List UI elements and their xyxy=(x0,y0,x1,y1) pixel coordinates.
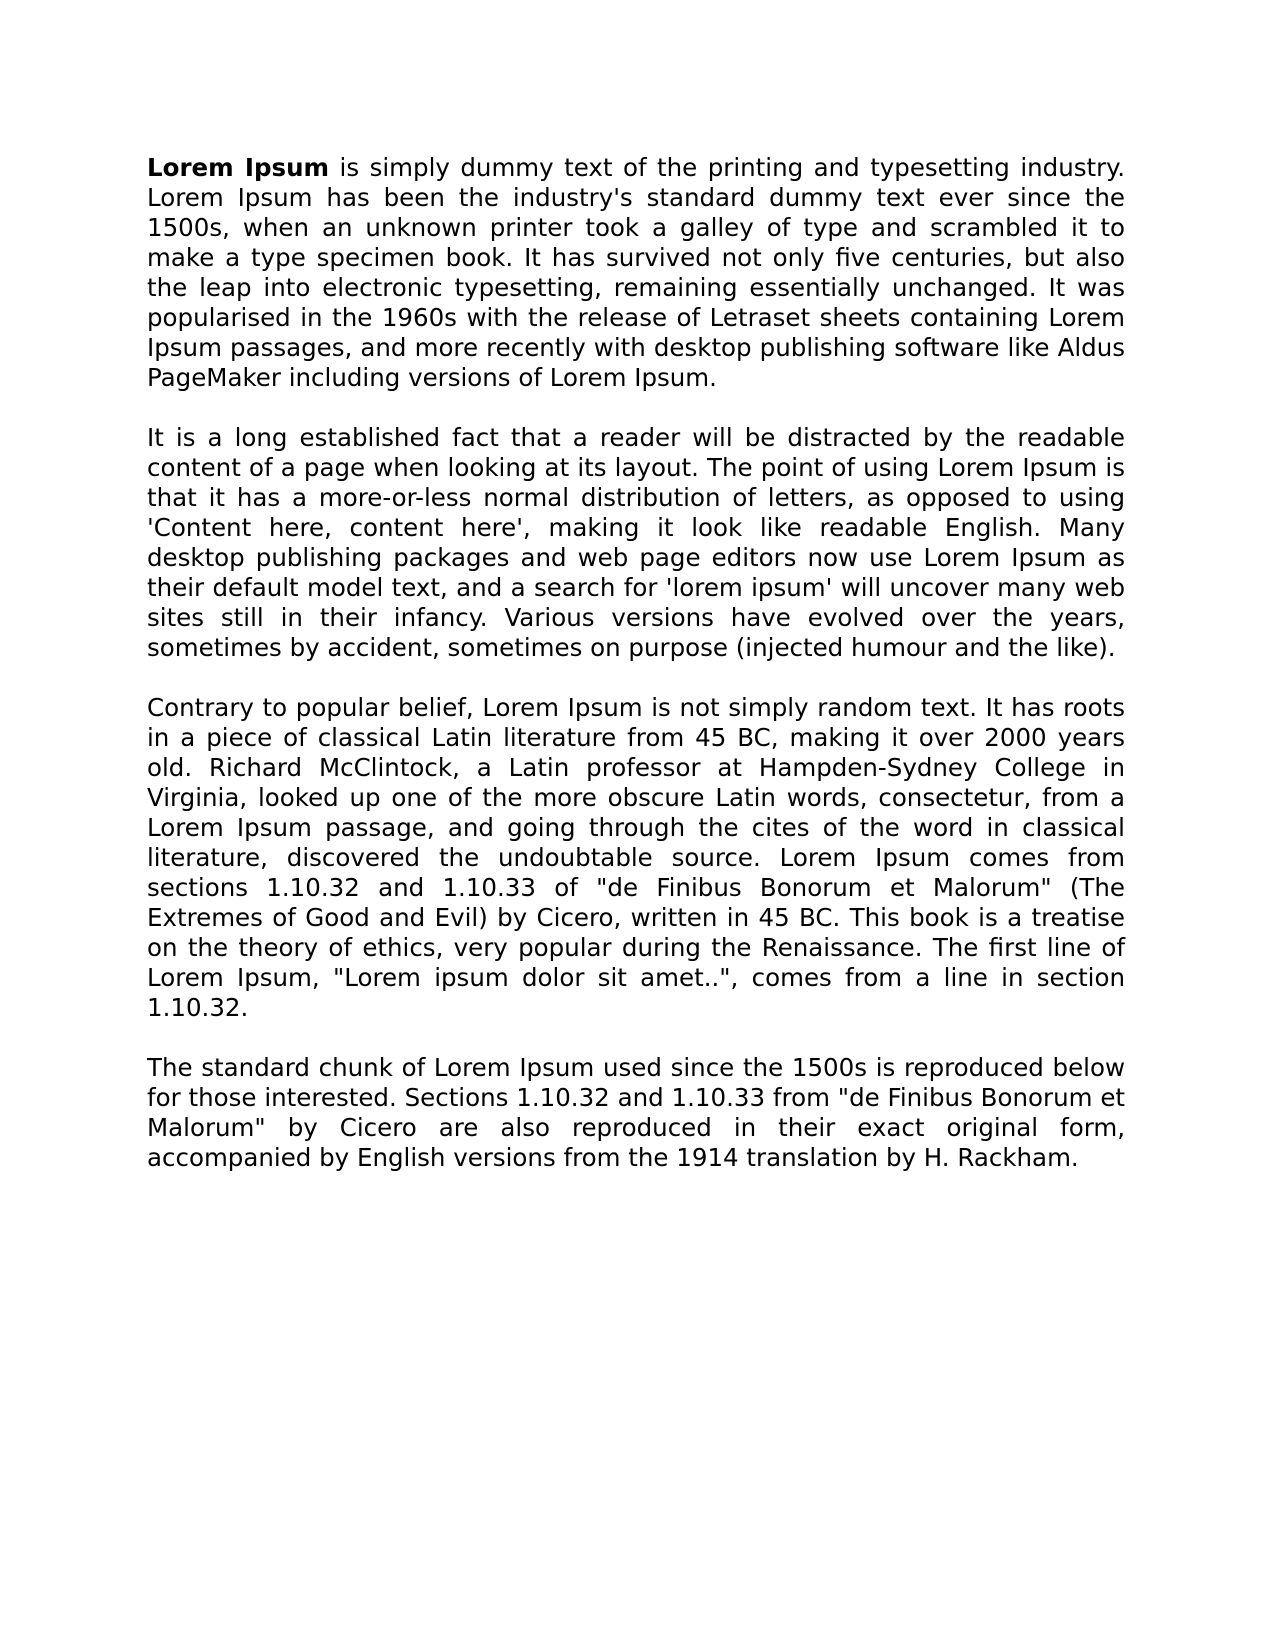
paragraph-intro-text: is simply dummy text of the printing and typesetting industry. Lorem Ipsum has been the industry's standard dummy text ever since the 1500s, when an unknown printer took a galley of type and scrambled it to make a type specimen book. It has survived not only five centuries, but also the leap into electronic typesetting, remaining essentially unchanged. It was popularised in the 1960s with the release of Letraset sheets containing Lorem Ipsum passages, and more recently with desktop publishing software like Aldus PageMaker including versions of Lorem Ipsum. xyxy=(147,153,1125,392)
paragraph-intro xyxy=(147,153,1125,393)
paragraph-where-it-comes-from: Contrary to popular belief, Lorem Ipsum is not simply random text. It has roots in a piece of classical Latin literature from 45 BC, making it over 2000 years old. Richard McClintock, a Latin professor at Hampden-Sydney College in Virginia, looked up one of the more obscure Latin words, consectetur, from a Lorem Ipsum passage, and going through the cites of the word in classical literature, discovered the undoubtable source. Lorem Ipsum comes from sections 1.10.32 and 1.10.33 of "de Finibus Bonorum et Malorum" (The Extremes of Good and Evil) by Cicero, written in 45 BC. This book is a treatise on the theory of ethics, very popular during the Renaissance. The first line of Lorem Ipsum, "Lorem ipsum dolor sit amet..", comes from a line in section 1.10.32. xyxy=(147,693,1125,1022)
paragraph-why-we-use-it: It is a long established fact that a reader will be distracted by the readable content of a page when looking at its layout. The point of using Lorem Ipsum is that it has a more-or-less normal distribution of letters, as opposed to using 'Content here, content here', making it look like readable English. Many desktop publishing packages and web page editors now use Lorem Ipsum as their default model text, and a search for 'lorem ipsum' will uncover many web sites still in their infancy. Various versions have evolved over the years, sometimes by accident, sometimes on purpose (injected humour and the like). xyxy=(147,423,1125,662)
document-body xyxy=(147,153,1125,1203)
lorem-ipsum-bold-lead: Lorem Ipsum xyxy=(147,153,330,182)
paragraph-standard-chunk: The standard chunk of Lorem Ipsum used since the 1500s is reproduced below for those interested. Sections 1.10.32 and 1.10.33 from "de Finibus Bonorum et Malorum" by Cicero are also reproduced in their exact original form, accompanied by English versions from the 1914 translation by H. Rackham. xyxy=(147,1053,1125,1172)
